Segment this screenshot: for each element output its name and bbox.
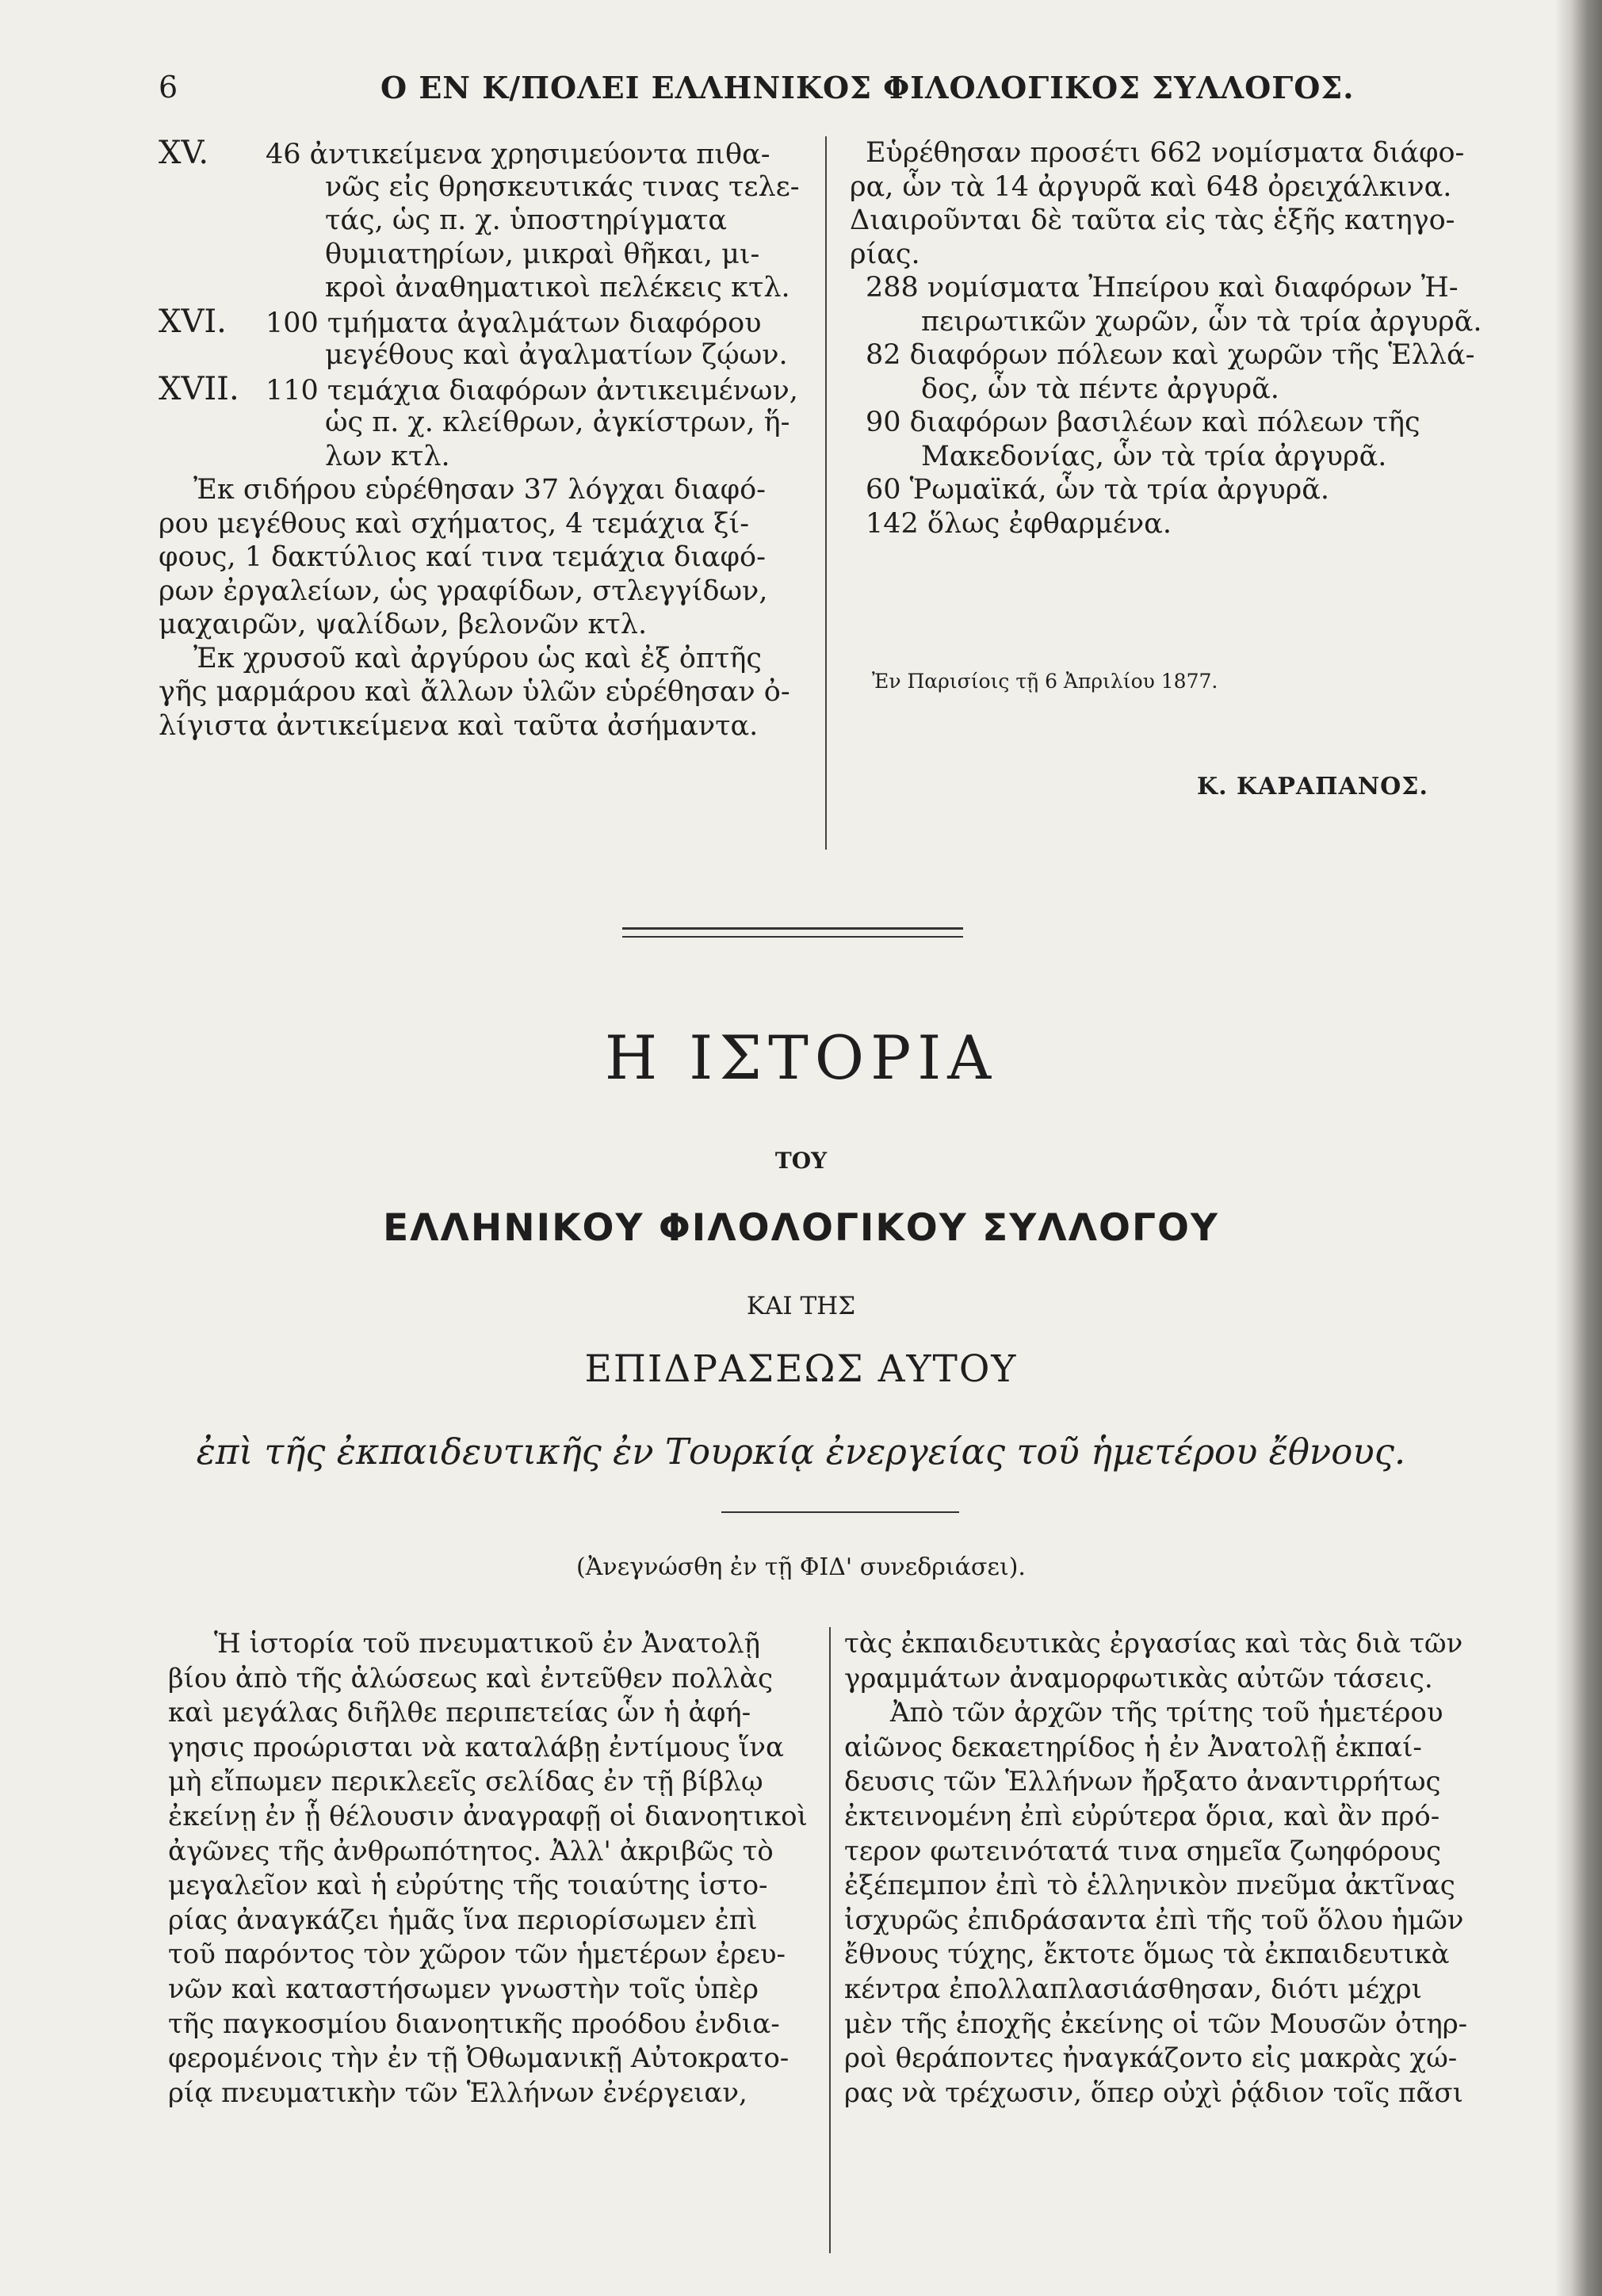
list-item-line: XVI. 100 τμήματα ἀγαλμάτων διαφόρου	[159, 303, 762, 340]
paragraph-line: καὶ μεγάλας διῆλθε περιπετείας ὧν ἡ ἀφή-	[168, 1697, 751, 1729]
paragraph-line: ρα, ὧν τὰ 14 ἀργυρᾶ καὶ 648 ὀρειχάλκινα.	[850, 170, 1452, 203]
paragraph-line: ρων ἐργαλείων, ὡς γραφίδων, στλεγγίδων,	[159, 575, 768, 607]
paragraph-line: ρας νὰ τρέχωσιν, ὅπερ οὐχὶ ῥᾴδιον τοῖς πᾶσι	[844, 2076, 1463, 2109]
list-item-line: XV. 46 ἀντικείμενα χρησιμεύοντα πιθα-	[159, 135, 770, 171]
paragraph-line: ἐκείνῃ ἐν ᾗ θέλουσιν ἀναγραφῇ οἱ διανοητικοὶ	[168, 1800, 808, 1832]
coin-category-line: 142 ὅλως ἐφθαρμένα.	[866, 507, 1172, 540]
paragraph-line: φερομένοις τὴν ἐν τῇ Ὀθωμανικῇ Αὐτοκρατο-	[168, 2042, 790, 2075]
list-item-line: κροὶ ἀναθηματικοὶ πελέκεις κτλ.	[325, 272, 790, 304]
list-item-line: νῶς εἰς θρησκευτικάς τινας τελε-	[325, 170, 800, 203]
list-item-line: ὡς π. χ. κλείθρων, ἀγκίστρων, ἥ-	[325, 407, 790, 438]
paragraph-line: μὲν τῆς ἐποχῆς ἐκείνης οἱ τῶν Μουσῶν ὀτηρ-	[844, 2008, 1468, 2040]
paragraph-line: Διαιροῦνται δὲ ταῦτα εἰς τὰς ἑξῆς κατηγο-	[850, 204, 1455, 236]
paragraph-line: αἰῶνος δεκαετηρίδος ἡ ἐν Ἀνατολῇ ἐκπαί-	[844, 1731, 1422, 1763]
paragraph-line: ρίᾳ πνευματικὴν τῶν Ἑλλήνων ἐνέργειαν,	[168, 2076, 747, 2109]
list-item-line: μεγέθους καὶ ἀγαλματίων ζῴων.	[325, 339, 788, 371]
paragraph-line: ροὶ θεράποντες ἠναγκάζοντο εἰς μακρὰς χώ-	[844, 2042, 1458, 2075]
reading-note: (Ἀνεγνώσθη ἐν τῇ ΦΙΔ' συνεδριάσει).	[576, 1553, 1026, 1581]
paragraph-line: τερον φωτεινότατά τινα σημεῖα ζωηφόρους	[844, 1835, 1442, 1867]
paragraph-line: βίου ἀπὸ τῆς ἁλώσεως καὶ ἐντεῦθεν πολλὰς	[168, 1662, 774, 1694]
section-divider	[622, 927, 963, 938]
article-title-kai-tis: ΚΑΙ ΤΗΣ	[746, 1292, 856, 1320]
list-item-line: XVII. 110 τεμάχια διαφόρων ἀντικειμένων,	[159, 370, 798, 407]
paragraph-line: ἔθνους τύχης, ἔκτοτε ὅμως τὰ ἐκπαιδευτικὰ	[844, 1939, 1450, 1971]
coin-category-line: 82 διαφόρων πόλεων καὶ χωρῶν τῆς Ἑλλά-	[866, 339, 1475, 371]
article-subtitle: ἐπὶ τῆς ἐκπαιδευτικῆς ἐν Τουρκίᾳ ἐνεργείας τοῦ ἡμετέρου ἔθνους.	[196, 1431, 1406, 1473]
paragraph-line: μαχαιρῶν, ψαλίδων, βελονῶν κτλ.	[159, 609, 648, 640]
column-divider	[825, 136, 827, 850]
paragraph-line: μεγαλεῖον καὶ ἡ εὐρύτης τῆς τοιαύτης ἱστο-	[168, 1870, 768, 1902]
paragraph-line: Ἀπὸ τῶν ἀρχῶν τῆς τρίτης τοῦ ἡμετέρου	[890, 1697, 1443, 1729]
coin-category-line: 90 διαφόρων βασιλέων καὶ πόλεων τῆς	[866, 407, 1420, 438]
roman-numeral: XV.	[159, 135, 209, 171]
column-divider	[829, 1627, 831, 2253]
paragraph-line: ρου μεγέθους καὶ σχήματος, 4 τεμάχια ξί-	[159, 507, 750, 540]
paragraph-line: ἰσχυρῶς ἐπιδράσαντα ἐπὶ τῆς τοῦ ὅλου ἡμῶν	[844, 1904, 1464, 1936]
paragraph-line: γῆς μαρμάρου καὶ ἄλλων ὑλῶν εὑρέθησαν ὀ-	[159, 676, 790, 708]
paragraph-line: κέντρα ἐπολλαπλασιάσθησαν, διότι μέχρι	[844, 1973, 1422, 2005]
paragraph-line: νῶν καὶ καταστήσωμεν γνωστὴν τοῖς ὑπὲρ	[168, 1973, 759, 2005]
coin-category-line: Μακεδονίας, ὧν τὰ τρία ἀργυρᾶ.	[921, 440, 1387, 472]
paragraph-line: φους, 1 δακτύλιος καί τινα τεμάχια διαφό-	[159, 541, 766, 573]
article-title-influence: ΕΠΙΔΡΑΣΕΩΣ ΑΥΤΟΥ	[584, 1347, 1018, 1391]
page-number: 6	[159, 70, 178, 105]
top-left-column	[159, 136, 809, 743]
paragraph-line: ρίας.	[850, 238, 920, 270]
paragraph-line: Ἐκ χρυσοῦ καὶ ἀργύρου ὡς καὶ ἐξ ὀπτῆς	[193, 642, 762, 674]
coin-category-line: πειρωτικῶν χωρῶν, ὧν τὰ τρία ἀργυρᾶ.	[921, 305, 1482, 338]
paragraph-line: Ἐκ σιδήρου εὑρέθησαν 37 λόγχαι διαφό-	[193, 474, 767, 506]
roman-numeral: XVII.	[159, 370, 239, 407]
subtitle-divider	[721, 1511, 959, 1513]
running-title: Ο ΕΝ Κ/ΠΟΛΕΙ ΕΛΛΗΝΙΚΟΣ ΦΙΛΟΛΟΓΙΚΟΣ ΣΥΛΛΟΓΟΣ.	[380, 70, 1355, 105]
bottom-right-column	[844, 1627, 1494, 2111]
author-signature: Κ. ΚΑΡΑΠΑΝΟΣ.	[1197, 773, 1428, 800]
paragraph-line: ἀγῶνες τῆς ἀνθρωπότητος. Ἀλλ' ἀκριβῶς τὸ	[168, 1835, 774, 1867]
article-title-tou: ΤΟΥ	[774, 1148, 828, 1174]
paragraph-line: ἐξέπεμπον ἐπὶ τὸ ἑλληνικὸν πνεῦμα ἀκτῖνας	[844, 1870, 1455, 1902]
society-name: ΕΛΛΗΝΙΚΟΥ ΦΙΛΟΛΟΓΙΚΟΥ ΣΥΛΛΟΓΟΥ	[383, 1206, 1219, 1250]
paragraph-line: γησις προώρισται νὰ καταλάβῃ ἐντίμους ἵνα	[168, 1731, 784, 1763]
paragraph-line: μὴ εἴπωμεν περικλεεῖς σελίδας ἐν τῇ βίβλῳ	[168, 1766, 763, 1798]
paragraph-line: ρίας ἀναγκάζει ἡμᾶς ἵνα περιορίσωμεν ἐπὶ	[168, 1904, 758, 1936]
paragraph-line: ἐκτεινομένη ἐπὶ εὐρύτερα ὅρια, καὶ ἂν πρό-	[844, 1800, 1440, 1832]
paragraph-line: τὰς ἐκπαιδευτικὰς ἐργασίας καὶ τὰς διὰ τῶν	[844, 1628, 1463, 1660]
coin-category-line: 60 Ῥωμαϊκά, ὧν τὰ τρία ἀργυρᾶ.	[866, 474, 1329, 506]
page-header	[159, 70, 1355, 109]
top-right-column	[850, 136, 1484, 541]
list-item-line: θυμιατηρίων, μικραὶ θῆκαι, μι-	[325, 238, 760, 270]
paragraph-line: δευσις τῶν Ἑλλήνων ἤρξατο ἀναντιρρήτως	[844, 1766, 1441, 1798]
date-line: Ἐν Παρισίοις τῇ 6 Ἀπριλίου 1877.	[872, 670, 1218, 693]
paragraph-line: Ἡ ἱστορία τοῦ πνευματικοῦ ἐν Ἀνατολῇ	[214, 1628, 760, 1660]
list-item-line: λων κτλ.	[325, 440, 450, 472]
bottom-left-column	[168, 1627, 814, 2111]
roman-numeral: XVI.	[159, 303, 227, 340]
list-item-line: τάς, ὡς π. χ. ὑποστηρίγματα	[325, 204, 728, 236]
paragraph-line: λίγιστα ἀντικείμενα καὶ ταῦτα ἀσήμαντα.	[159, 709, 759, 742]
coin-category-line: 288 νομίσματα Ἠπείρου καὶ διαφόρων Ἠ-	[866, 272, 1459, 304]
paragraph-line: Εὑρέθησαν προσέτι 662 νομίσματα διάφο-	[866, 137, 1465, 169]
paragraph-line: γραμμάτων ἀναμορφωτικὰς αὐτῶν τάσεις.	[844, 1662, 1433, 1694]
paragraph-line: τῆς παγκοσμίου διανοητικῆς προόδου ἐνδια-	[168, 2008, 780, 2040]
paragraph-line: τοῦ παρόντος τὸν χῶρον τῶν ἡμετέρων ἐρευ-	[168, 1939, 786, 1971]
coin-category-line: δος, ὧν τὰ πέντε ἀργυρᾶ.	[921, 372, 1279, 405]
article-title: Η ΙΣΤΟΡΙΑ	[604, 1022, 998, 1093]
